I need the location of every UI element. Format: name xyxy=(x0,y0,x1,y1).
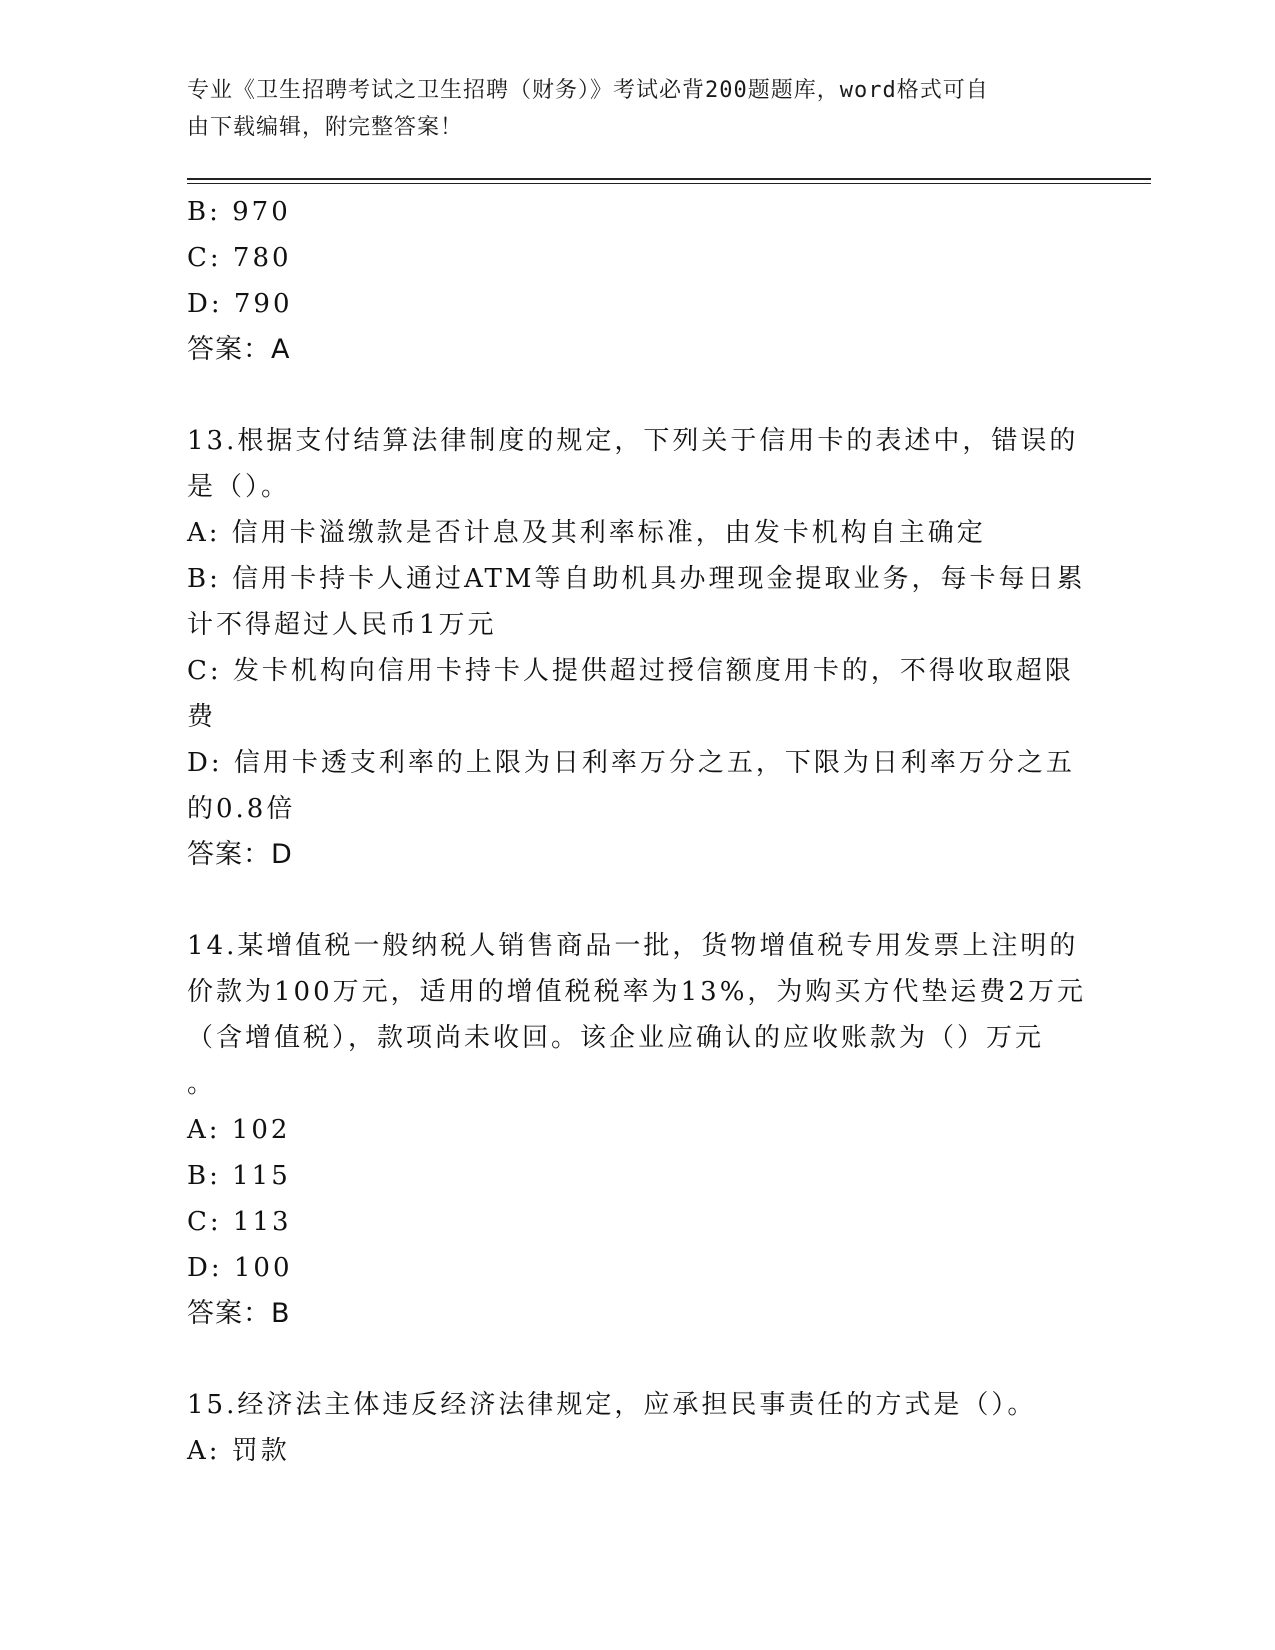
q14-option-b: B: 115 xyxy=(187,1161,291,1191)
q14-option-c: C: 113 xyxy=(187,1207,292,1237)
q14-answer: 答案：B xyxy=(187,1298,291,1329)
question-spacer xyxy=(187,878,1087,923)
q13-option-b-line-1: B: 信用卡持卡人通过ATM等自助机具办理现金提取业务，每卡每日累 xyxy=(187,564,1086,594)
q12-answer: 答案：A xyxy=(187,334,291,365)
q14-stem-line-1: 14.某增值税一般纳税人销售商品一批，货物增值税专用发票上注明的 xyxy=(187,931,1079,961)
q13-option-b-line-2: 计不得超过人民币1万元 xyxy=(187,610,497,640)
header-divider-thin xyxy=(187,183,1151,184)
question-15 xyxy=(187,1382,1087,1474)
document-header xyxy=(187,72,1067,146)
question-14 xyxy=(187,923,1087,1337)
q13-option-a: A: 信用卡溢缴款是否计息及其利率标准，由发卡机构自主确定 xyxy=(187,518,986,548)
q12-option-d: D: 790 xyxy=(187,289,293,319)
q13-stem-line-1: 13.根据支付结算法律制度的规定，下列关于信用卡的表述中，错误的 xyxy=(187,426,1079,456)
q13-option-c-line-1: C: 发卡机构向信用卡持卡人提供超过授信额度用卡的，不得收取超限 xyxy=(187,656,1074,686)
q14-stem-line-4: 。 xyxy=(187,1069,217,1099)
header-title-line-2: 由下载编辑，附完整答案！ xyxy=(187,115,464,140)
q12-option-b: B: 970 xyxy=(187,197,291,227)
q13-stem-line-2: 是（）。 xyxy=(187,472,291,502)
q13-option-c-line-2: 费 xyxy=(187,702,217,732)
q13-option-d-line-1: D: 信用卡透支利率的上限为日利率万分之五，下限为日利率万分之五 xyxy=(187,748,1075,778)
question-13 xyxy=(187,418,1087,878)
header-title-line-1: 专业《卫生招聘考试之卫生招聘（财务）》考试必背200题题库，word格式可自 xyxy=(187,78,989,103)
q15-stem-line-1: 15.经济法主体违反经济法律规定，应承担民事责任的方式是（）。 xyxy=(187,1390,1037,1420)
q14-stem-line-2: 价款为100万元，适用的增值税税率为13%，为购买方代垫运费2万元 xyxy=(187,977,1086,1007)
q15-option-a: A: 罚款 xyxy=(187,1436,290,1466)
q12-option-c: C: 780 xyxy=(187,243,292,273)
q14-option-a: A: 102 xyxy=(187,1115,291,1145)
q14-option-d: D: 100 xyxy=(187,1253,293,1283)
q13-option-d-line-2: 的0.8倍 xyxy=(187,794,296,824)
header-divider-thick xyxy=(187,178,1151,180)
question-spacer xyxy=(187,1337,1087,1382)
question-12-tail xyxy=(187,189,1087,373)
question-list xyxy=(187,189,1087,1474)
question-spacer xyxy=(187,373,1087,418)
q13-answer: 答案：D xyxy=(187,839,293,870)
q14-stem-line-3: （含增值税），款项尚未收回。该企业应确认的应收账款为（）万元 xyxy=(187,1023,1045,1053)
